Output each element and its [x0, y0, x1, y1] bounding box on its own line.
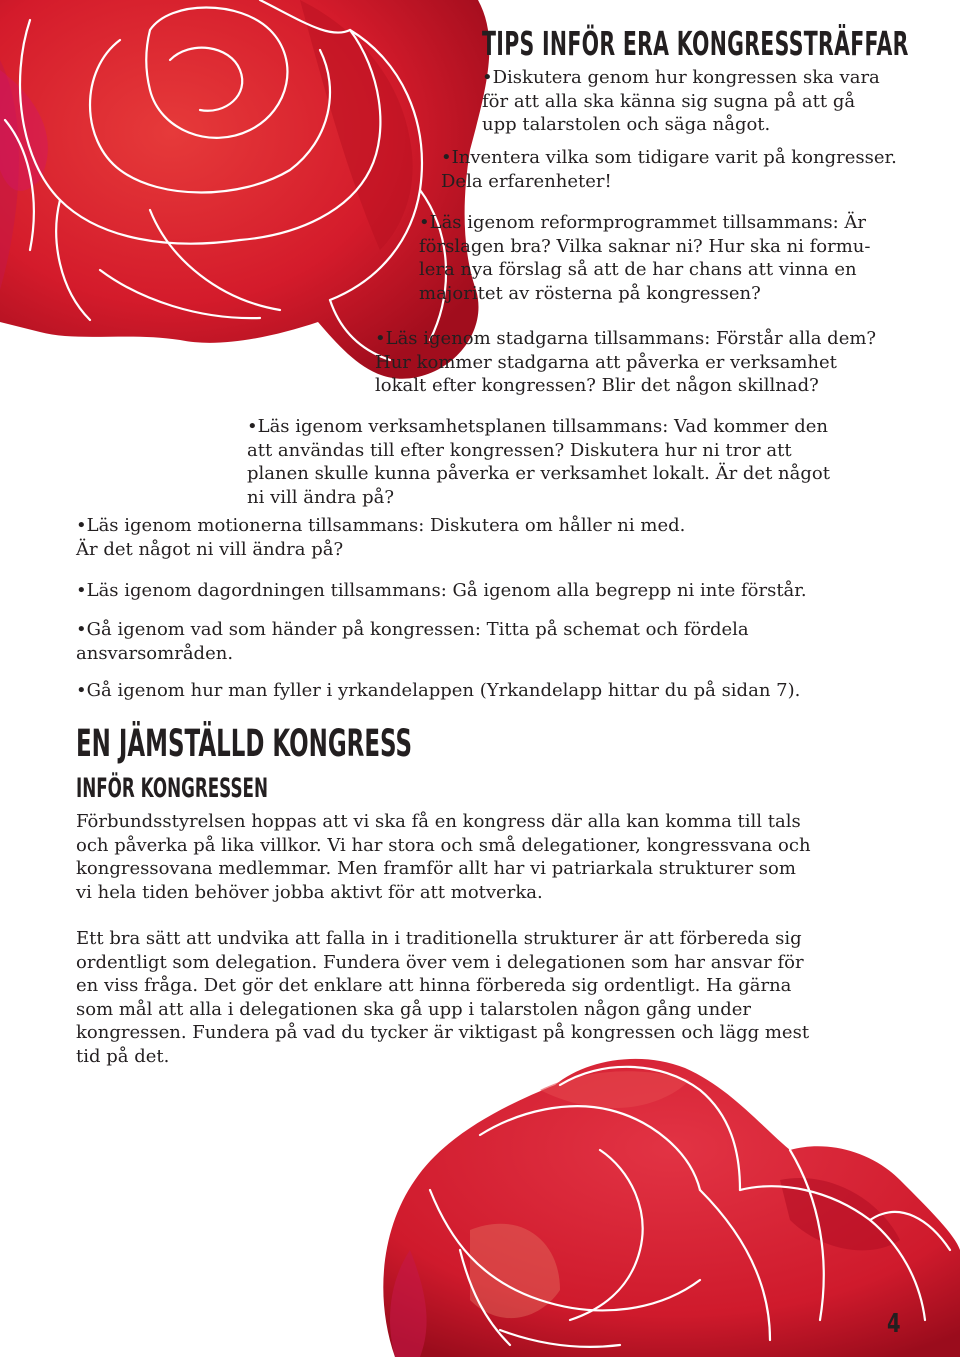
section-heading: EN JÄMSTÄLLD KONGRESS	[76, 722, 413, 765]
tip-item: •Läs igenom verksamhetsplanen tillsammans: Vad kommer den att användas till efter kongressen? Diskutera hur ni tror att planen skulle kunna påverka er verksamhet lokalt. Är det något ni vill ändra på?	[247, 416, 830, 508]
bottom-rose	[383, 1059, 960, 1357]
tip-item: •Inventera vilka som tidigare varit på kongresser. Dela erfarenheter!	[441, 147, 897, 192]
tip-item: •Läs igenom reformprogrammet tillsammans: Är förslagen bra? Vilka saknar ni? Hur ska ni formu- lera nya förslag så att de har chans att vinna en majoritet av rösterna på kongressen?	[419, 212, 871, 304]
tip-item: •Gå igenom hur man fyller i yrkandelappen (Yrkandelapp hittar du på sidan 7).	[76, 680, 801, 701]
tip-item: •Läs igenom stadgarna tillsammans: Förstår alla dem? Hur kommer stadgarna att påverka er verksamhet lokalt efter kongressen? Blir det någon skillnad?	[375, 328, 877, 396]
top-rose	[0, 0, 489, 379]
body-paragraph: Förbundsstyrelsen hoppas att vi ska få en kongress där alla kan komma till tals och påverka på lika villkor. Vi har stora och små delegationer, kongressvana och kongressovana medlemmar. Men framför allt har vi patriarkala strukturer som vi hela tiden behöver jobba aktivt för att motverka.	[76, 811, 811, 903]
page-number: 4	[887, 1309, 901, 1339]
tip-item: •Läs igenom dagordningen tillsammans: Gå igenom alla begrepp ni inte förstår.	[76, 580, 807, 601]
tip-item: •Läs igenom motionerna tillsammans: Diskutera om håller ni med. Är det något ni vill ändra på?	[76, 515, 686, 560]
tip-item: •Diskutera genom hur kongressen ska vara för att alla ska känna sig sugna på att gå upp talarstolen och säga något.	[482, 67, 880, 135]
tip-item: •Gå igenom vad som händer på kongressen: Titta på schemat och fördela ansvarsområden.	[76, 619, 749, 664]
subheading: INFÖR KONGRESSEN	[76, 773, 268, 804]
body-paragraph: Ett bra sätt att undvika att falla in i traditionella strukturer är att förbereda sig ordentligt som delegation. Fundera över vem i delegationen som har ansvar för en viss fråga. Det gör det enklare att hinna förbereda sig ordentligt. Ha gärna som mål att alla i delegationen ska gå upp i talarstolen någon gång under kongressen. Fundera på vad du tycker är viktigast på kongressen och lägg mest tid på det.	[76, 928, 810, 1067]
tips-heading: TIPS INFÖR ERA KONGRESSTRÄFFAR	[482, 24, 909, 63]
